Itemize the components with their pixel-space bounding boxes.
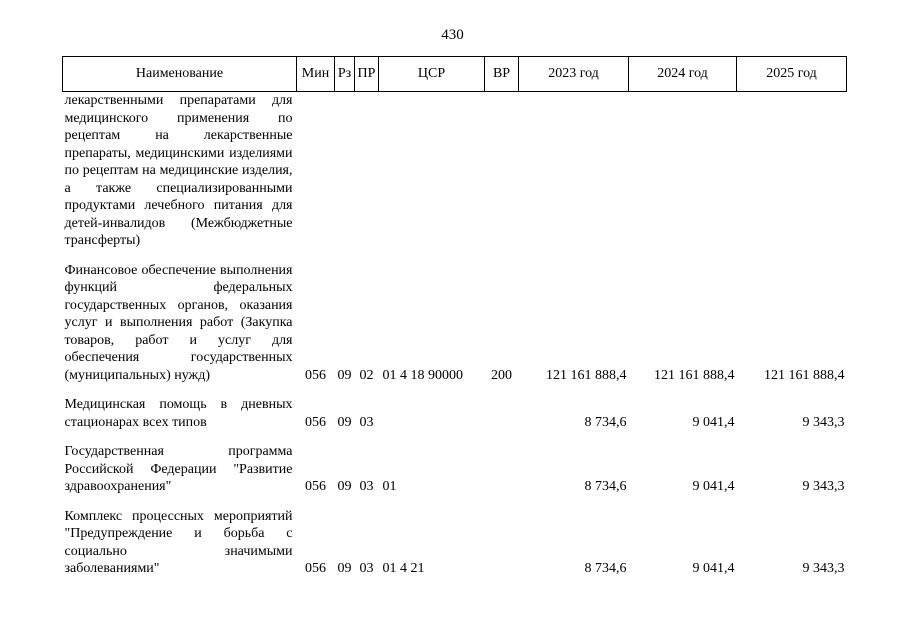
header-csr: ЦСР <box>379 57 485 92</box>
row-2023: 8 734,6 <box>584 414 627 430</box>
row-2024: 9 041,4 <box>692 414 735 430</box>
row-csr <box>379 396 485 431</box>
row-2023: 8 734,6 <box>584 561 627 576</box>
row-name: лекарственными препаратами для медицинского применения по рецептам на лекарственные препараты, медицинскими изделиями по рецептам на медицинские изделия, а также специализированными продуктами лечебного питания для детей-инвалидов (Межбюджетные трансферты) <box>64 93 293 248</box>
row-2024: 121 161 888,4 <box>654 367 735 383</box>
row-name: Медицинская помощь в дневных стационарах всех типов <box>64 397 293 430</box>
header-2023: 2023 год <box>519 57 629 92</box>
page-number: 430 <box>441 27 464 43</box>
row-name: Финансовое обеспечение выполнения функций федеральных государственных органов, оказания услуг и выполнения работ (Закупка товаров, работ и услуг для обеспечения государственных (муниципальных) нужд) <box>64 262 293 383</box>
row-csr <box>379 92 485 250</box>
row-spacer <box>63 250 847 262</box>
row-vr <box>485 92 519 250</box>
row-rz: 09 <box>337 414 352 430</box>
row-vr: 200 <box>491 367 512 383</box>
row-spacer <box>63 496 847 508</box>
row-2023: 121 161 888,4 <box>546 367 627 383</box>
row-name: Комплекс процессных мероприятий "Предупреждение и борьба с социально значимыми заболеваниями" <box>64 508 293 576</box>
row-pr: 02 <box>359 367 374 383</box>
row-rz: 09 <box>337 479 352 494</box>
row-2023 <box>519 92 629 250</box>
row-rz <box>335 92 355 250</box>
row-csr: 01 4 21 <box>382 561 425 576</box>
table-row <box>63 262 847 385</box>
row-2025: 9 343,3 <box>802 414 845 430</box>
header-2024: 2024 год <box>629 57 737 92</box>
row-vr <box>485 396 519 431</box>
row-min: 056 <box>305 367 326 383</box>
header-min: Мин <box>297 57 335 92</box>
table-row <box>63 443 847 496</box>
row-2025 <box>737 92 847 250</box>
table-row <box>63 92 847 250</box>
row-min <box>297 92 335 250</box>
row-csr: 01 <box>382 479 397 494</box>
row-2023: 8 734,6 <box>584 479 627 494</box>
header-name: Наименование <box>63 57 297 92</box>
row-vr <box>485 443 519 496</box>
row-min: 056 <box>305 479 326 494</box>
row-spacer <box>63 431 847 443</box>
row-min: 056 <box>305 561 326 576</box>
header-pr: ПР <box>355 57 379 92</box>
budget-table <box>62 56 847 578</box>
header-rz: Рз <box>335 57 355 92</box>
row-rz: 09 <box>337 367 352 383</box>
row-2024: 9 041,4 <box>692 561 735 576</box>
row-vr <box>485 508 519 578</box>
row-2024 <box>629 92 737 250</box>
row-2025: 9 343,3 <box>802 479 845 494</box>
header-vr: ВР <box>485 57 519 92</box>
row-2024: 9 041,4 <box>692 479 735 494</box>
table-row <box>63 508 847 578</box>
row-pr: 03 <box>359 414 374 430</box>
header-2025: 2025 год <box>737 57 847 92</box>
table-row <box>63 396 847 431</box>
row-spacer <box>63 384 847 396</box>
row-csr: 01 4 18 90000 <box>382 367 463 383</box>
row-pr: 03 <box>359 561 374 576</box>
row-2025: 9 343,3 <box>802 561 845 576</box>
row-min: 056 <box>305 414 326 430</box>
table-header <box>63 57 847 92</box>
row-2025: 121 161 888,4 <box>764 367 845 383</box>
row-pr <box>355 92 379 250</box>
row-pr: 03 <box>359 479 374 494</box>
row-rz: 09 <box>337 561 352 576</box>
row-name: Государственная программа Российской Федерации "Развитие здравоохранения" <box>64 444 293 494</box>
